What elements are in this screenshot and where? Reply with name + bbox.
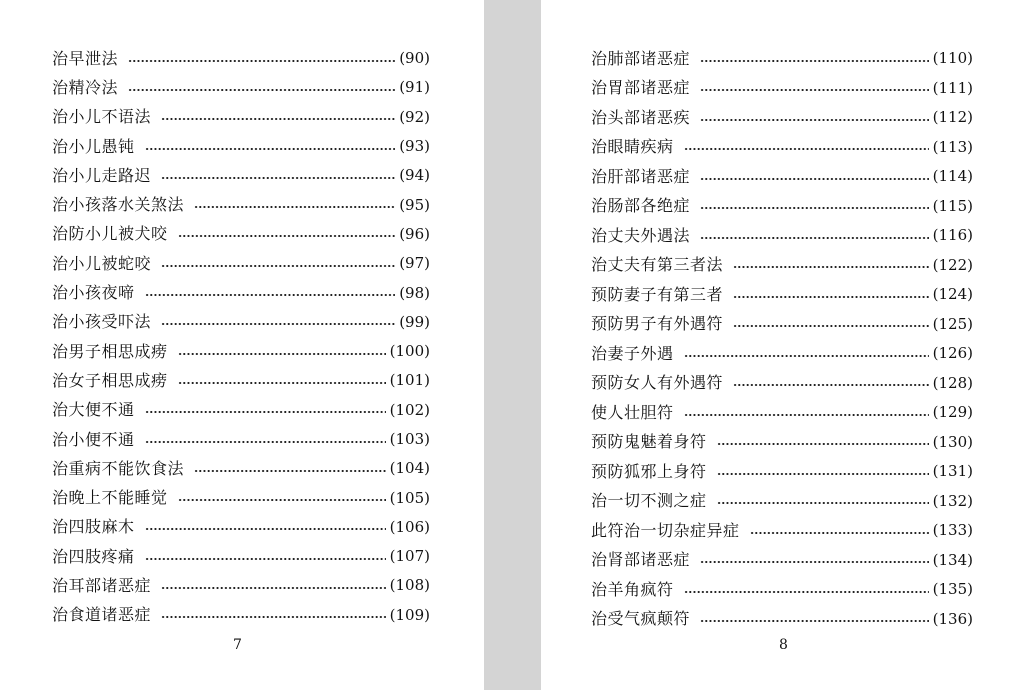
toc-entry-title: 治四肢麻木 bbox=[52, 517, 135, 537]
toc-entry bbox=[52, 308, 430, 337]
toc-entry-title: 此符治一切杂症异症 bbox=[591, 520, 740, 540]
toc-entry-title: 治精冷法 bbox=[52, 77, 119, 97]
dot-leader bbox=[700, 60, 929, 62]
toc-entry-title: 使人壮胆符 bbox=[591, 402, 674, 422]
toc-entry bbox=[52, 220, 430, 249]
toc-entry bbox=[591, 428, 973, 458]
toc-entry-page: (102) bbox=[389, 400, 430, 419]
dot-leader bbox=[194, 470, 386, 472]
toc-entry-title: 治早泄法 bbox=[52, 48, 119, 68]
toc-entry bbox=[591, 516, 973, 546]
dot-leader bbox=[128, 89, 395, 91]
toc-entry bbox=[52, 425, 430, 454]
toc-entry-title: 治肝部诸恶症 bbox=[591, 166, 691, 186]
toc-entry-title: 治头部诸恶疾 bbox=[591, 107, 691, 127]
toc-entry-page: (100) bbox=[389, 342, 430, 361]
dot-leader bbox=[178, 499, 386, 501]
toc-entry-title: 治一切不测之症 bbox=[591, 491, 707, 511]
left-page bbox=[0, 0, 484, 690]
dot-leader bbox=[717, 473, 929, 475]
toc-entry-page: (103) bbox=[389, 430, 430, 448]
toc-entry bbox=[591, 221, 973, 251]
toc-entry-title: 治男子相思成痨 bbox=[52, 341, 168, 361]
dot-leader bbox=[684, 414, 929, 416]
right-page bbox=[541, 0, 1024, 690]
toc-entry bbox=[52, 513, 430, 542]
dot-leader bbox=[717, 443, 929, 445]
toc-entry-page: (95) bbox=[399, 195, 430, 214]
toc-entry-title: 治小便不通 bbox=[52, 429, 135, 449]
toc-entry-title: 预防男子有外遇符 bbox=[591, 314, 724, 334]
toc-entry bbox=[591, 398, 973, 428]
toc-entry bbox=[52, 44, 430, 73]
toc-entry bbox=[52, 73, 430, 102]
dot-leader bbox=[178, 353, 386, 355]
toc-entry bbox=[52, 132, 430, 161]
toc-entry bbox=[52, 396, 430, 425]
toc-entry-title: 治胃部诸恶症 bbox=[591, 78, 691, 98]
dot-leader bbox=[700, 207, 929, 209]
toc-entry-title: 治小儿被蛇咬 bbox=[52, 253, 152, 273]
toc-entry-page: (114) bbox=[932, 167, 973, 186]
toc-entry-page: (134) bbox=[932, 550, 973, 569]
toc-entry-title: 治四肢疼痛 bbox=[52, 546, 135, 566]
toc-entry-page: (91) bbox=[399, 78, 430, 97]
toc-entry-title: 治小儿走路迟 bbox=[52, 165, 152, 185]
toc-entry-page: (93) bbox=[399, 137, 430, 156]
toc-entry bbox=[591, 487, 973, 517]
toc-entry bbox=[591, 339, 973, 369]
toc-entry-page: (98) bbox=[399, 283, 430, 302]
toc-entry-page: (90) bbox=[399, 49, 430, 68]
toc-entry-title: 预防鬼魅着身符 bbox=[591, 432, 707, 452]
toc-entry-title: 治重病不能饮食法 bbox=[52, 458, 185, 478]
dot-leader bbox=[178, 382, 386, 384]
toc-entry-title: 治大便不通 bbox=[52, 400, 135, 420]
book-gutter bbox=[484, 0, 541, 690]
dot-leader bbox=[733, 325, 929, 327]
toc-entry-page: (126) bbox=[932, 344, 973, 363]
toc-entry-title: 治肾部诸恶症 bbox=[591, 550, 691, 570]
toc-entry-page: (94) bbox=[399, 166, 430, 185]
dot-leader bbox=[145, 528, 386, 530]
toc-entry bbox=[52, 601, 430, 630]
toc-entry-title: 治防小儿被犬咬 bbox=[52, 224, 168, 244]
toc-entry bbox=[52, 454, 430, 483]
toc-entry bbox=[591, 103, 973, 133]
toc-entry-page: (92) bbox=[399, 107, 430, 126]
right-page-number: 8 bbox=[779, 637, 788, 653]
toc-entry-title: 治小孩夜啼 bbox=[52, 283, 135, 303]
toc-entry-page: (99) bbox=[399, 312, 430, 331]
toc-entry-title: 治晚上不能睡觉 bbox=[52, 488, 168, 508]
toc-entry-page: (109) bbox=[389, 605, 430, 624]
toc-entry bbox=[591, 74, 973, 104]
toc-entry bbox=[52, 337, 430, 366]
toc-entry-title: 治小孩受吓法 bbox=[52, 312, 152, 332]
toc-entry bbox=[52, 571, 430, 600]
left-toc-list bbox=[52, 44, 430, 630]
toc-entry-title: 治小儿愚钝 bbox=[52, 136, 135, 156]
toc-entry-page: (131) bbox=[932, 462, 973, 481]
toc-entry-page: (105) bbox=[389, 488, 430, 507]
dot-leader bbox=[700, 119, 929, 121]
toc-entry-page: (129) bbox=[932, 403, 973, 422]
right-toc-list bbox=[591, 44, 973, 634]
toc-entry-page: (133) bbox=[932, 521, 973, 540]
toc-entry bbox=[591, 192, 973, 222]
toc-entry-title: 治丈夫外遇法 bbox=[591, 225, 691, 245]
toc-entry-title: 预防狐邪上身符 bbox=[591, 461, 707, 481]
toc-entry-title: 治食道诸恶症 bbox=[52, 605, 152, 625]
toc-entry-page: (132) bbox=[932, 491, 973, 510]
toc-entry bbox=[591, 605, 973, 635]
toc-entry-title: 治妻子外遇 bbox=[591, 343, 674, 363]
toc-entry-page: (101) bbox=[389, 371, 430, 390]
toc-entry-title: 治小孩落水关煞法 bbox=[52, 195, 185, 215]
toc-entry-page: (108) bbox=[389, 576, 430, 595]
dot-leader bbox=[161, 177, 395, 179]
toc-entry bbox=[591, 133, 973, 163]
toc-entry-page: (110) bbox=[932, 49, 973, 68]
toc-entry-title: 治羊角疯符 bbox=[591, 579, 674, 599]
dot-leader bbox=[161, 323, 395, 325]
toc-entry-page: (124) bbox=[932, 285, 973, 304]
dot-leader bbox=[128, 60, 395, 62]
toc-entry bbox=[591, 310, 973, 340]
dot-leader bbox=[684, 148, 929, 150]
toc-entry bbox=[591, 251, 973, 281]
dot-leader bbox=[145, 441, 386, 443]
toc-entry-page: (116) bbox=[932, 226, 973, 245]
dot-leader bbox=[733, 296, 929, 298]
dot-leader bbox=[733, 266, 929, 268]
dot-leader bbox=[700, 237, 929, 239]
dot-leader bbox=[145, 294, 396, 296]
toc-entry-page: (107) bbox=[389, 547, 430, 566]
toc-entry-page: (104) bbox=[389, 459, 430, 478]
toc-entry-page: (115) bbox=[932, 196, 973, 215]
toc-entry-title: 预防妻子有第三者 bbox=[591, 284, 724, 304]
dot-leader bbox=[161, 616, 386, 618]
toc-entry-page: (96) bbox=[399, 224, 430, 243]
toc-entry bbox=[591, 369, 973, 399]
dot-leader bbox=[700, 620, 929, 622]
toc-entry-page: (130) bbox=[932, 432, 973, 451]
dot-leader bbox=[161, 587, 386, 589]
toc-entry-page: (112) bbox=[932, 108, 973, 127]
toc-entry-page: (125) bbox=[932, 314, 973, 333]
toc-entry-title: 治耳部诸恶症 bbox=[52, 575, 152, 595]
dot-leader bbox=[684, 355, 929, 357]
toc-entry bbox=[52, 103, 430, 132]
dot-leader bbox=[733, 384, 929, 386]
toc-entry bbox=[591, 162, 973, 192]
dot-leader bbox=[684, 591, 929, 593]
dot-leader bbox=[700, 89, 929, 91]
dot-leader bbox=[145, 558, 386, 560]
toc-entry bbox=[52, 249, 430, 278]
toc-entry-page: (106) bbox=[389, 517, 430, 536]
toc-entry bbox=[52, 483, 430, 512]
dot-leader bbox=[161, 265, 395, 267]
toc-entry-page: (136) bbox=[932, 609, 973, 628]
toc-entry-title: 预防女人有外遇符 bbox=[591, 373, 724, 393]
dot-leader bbox=[717, 502, 929, 504]
toc-entry-title: 治眼睛疾病 bbox=[591, 137, 674, 157]
toc-entry-page: (111) bbox=[932, 78, 973, 97]
toc-entry bbox=[591, 44, 973, 74]
dot-leader bbox=[700, 561, 929, 563]
dot-leader bbox=[161, 118, 395, 120]
dot-leader bbox=[145, 411, 386, 413]
toc-entry bbox=[52, 161, 430, 190]
left-page-number: 7 bbox=[233, 637, 242, 653]
toc-entry bbox=[591, 546, 973, 576]
toc-entry-title: 治受气疯颠符 bbox=[591, 609, 691, 629]
toc-entry bbox=[591, 280, 973, 310]
dot-leader bbox=[145, 148, 396, 150]
toc-entry bbox=[591, 575, 973, 605]
toc-entry bbox=[52, 366, 430, 395]
toc-entry-page: (113) bbox=[932, 137, 973, 156]
dot-leader bbox=[750, 532, 929, 534]
toc-entry-page: (97) bbox=[399, 254, 430, 273]
toc-entry-page: (128) bbox=[932, 373, 973, 392]
toc-entry-title: 治丈夫有第三者法 bbox=[591, 255, 724, 275]
toc-entry-page: (135) bbox=[932, 580, 973, 599]
toc-entry-title: 治肺部诸恶症 bbox=[591, 48, 691, 68]
toc-entry bbox=[591, 457, 973, 487]
toc-entry bbox=[52, 542, 430, 571]
toc-entry bbox=[52, 190, 430, 219]
toc-entry-page: (122) bbox=[932, 255, 973, 274]
toc-entry bbox=[52, 278, 430, 307]
toc-entry-title: 治小儿不语法 bbox=[52, 107, 152, 127]
dot-leader bbox=[700, 178, 929, 180]
toc-entry-title: 治女子相思成痨 bbox=[52, 370, 168, 390]
dot-leader bbox=[194, 206, 395, 208]
dot-leader bbox=[178, 235, 396, 237]
toc-entry-title: 治肠部各绝症 bbox=[591, 196, 691, 216]
